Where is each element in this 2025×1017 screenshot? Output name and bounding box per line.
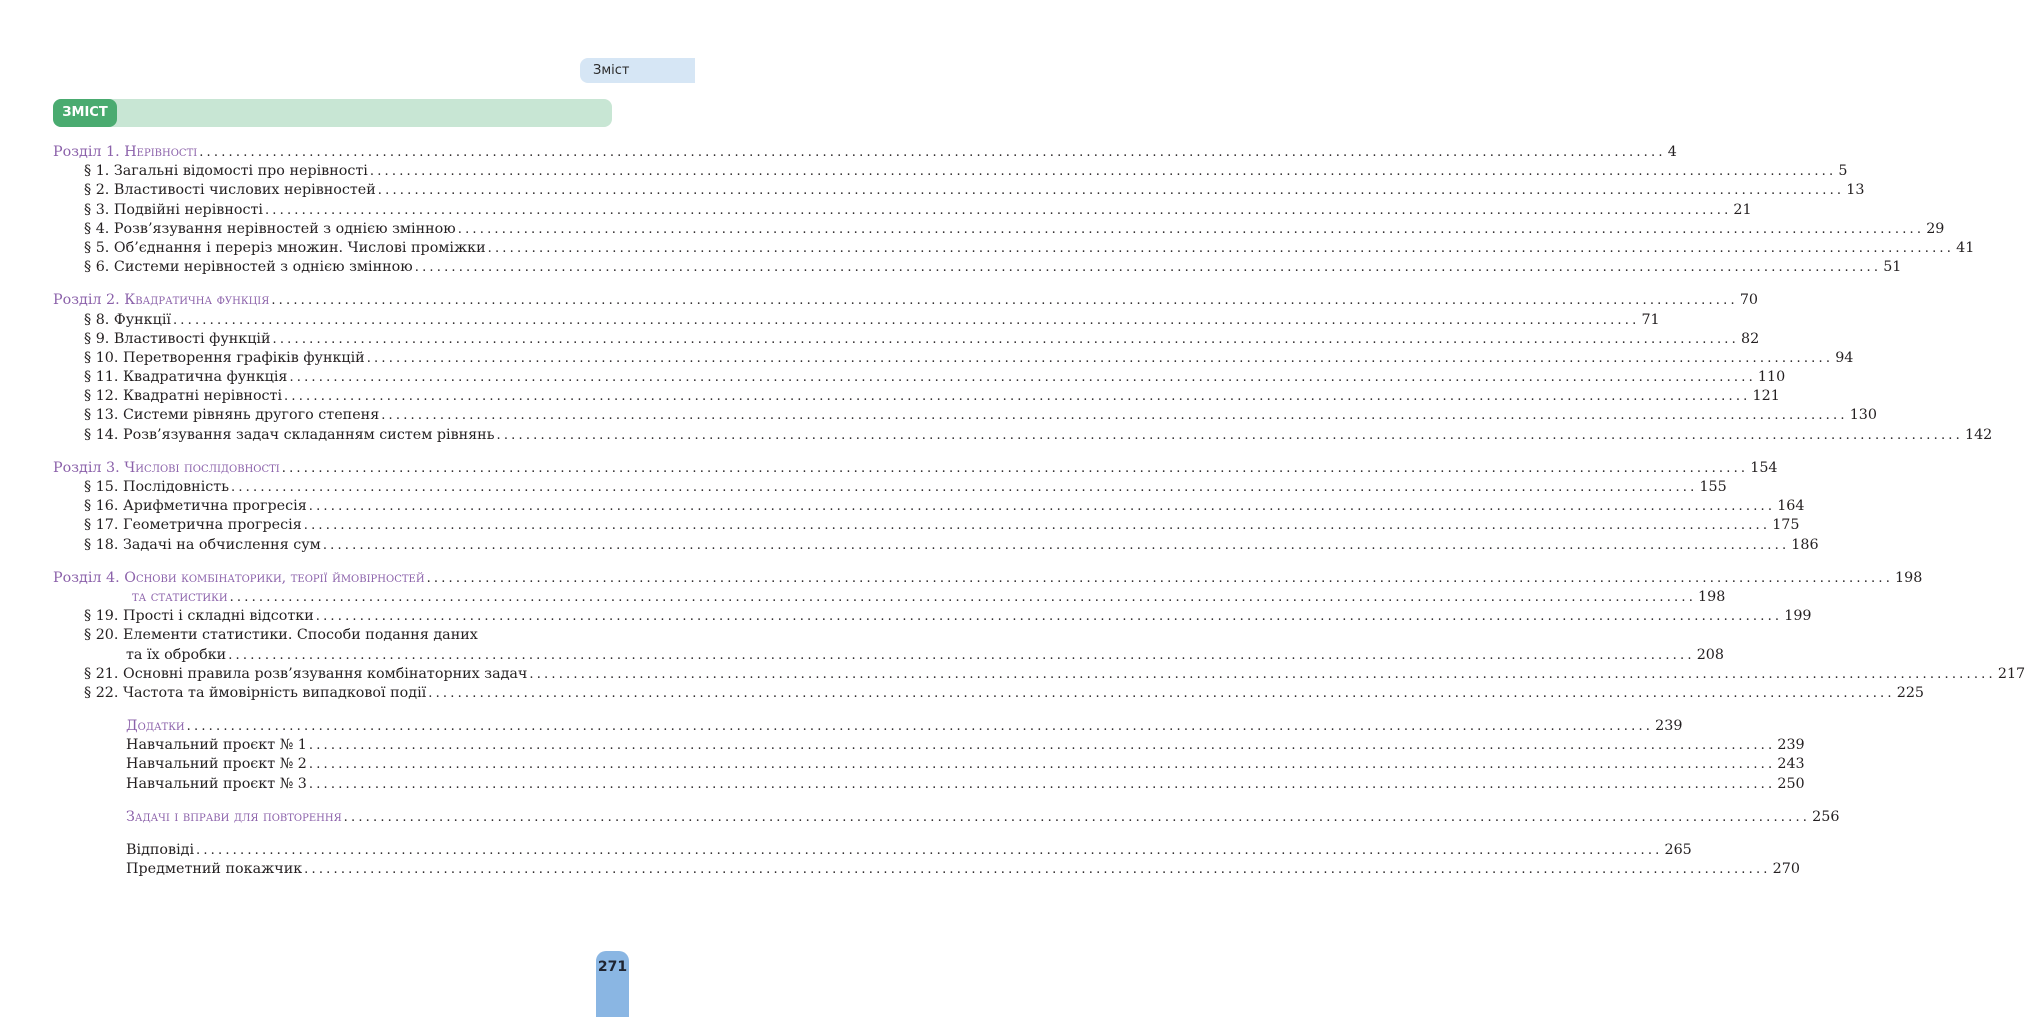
chapter-3-entry[interactable]: [53, 459, 1778, 478]
entry-label: § 18. Задачі на обчислення сум: [84, 536, 321, 553]
page-ref: 208: [1696, 646, 1724, 663]
toc-entry[interactable]: [53, 239, 1975, 258]
chapter-prefix: Розділ 1.: [53, 144, 125, 160]
leader-dots: ........................................................................................................................................................................................................: [303, 518, 1771, 534]
toc-entry[interactable]: [53, 162, 1848, 181]
leader-dots: ........................................................................................................................................................................................................: [308, 499, 1776, 515]
page-ref: 198: [1895, 569, 1923, 586]
entry-label: § 13. Системи рівнянь другого степеня: [84, 407, 380, 424]
toc-entry[interactable]: [53, 497, 1805, 516]
toc-entry[interactable]: [53, 536, 1819, 555]
chapter-title: Числові послідовності: [124, 459, 280, 476]
page-ref: 199: [1784, 608, 1812, 625]
chapter-prefix: Розділ 4.: [53, 569, 125, 586]
leader-dots: ........................................................................................................................................................................................................: [308, 776, 1776, 792]
page-ref: 256: [1812, 808, 1840, 825]
page-ref: 5: [1838, 163, 1848, 180]
page-ref: 51: [1883, 259, 1902, 276]
leader-dots: ........................................................................................................................................................................................................: [322, 537, 1790, 553]
entry-label: Відповіді: [126, 842, 195, 858]
toc-entry[interactable]: [53, 755, 1805, 774]
entry-label: § 6. Системи нерівностей з однією змінною: [84, 259, 413, 276]
entry-label: § 9. Властивості функцій: [84, 330, 271, 347]
page-ref: 270: [1772, 861, 1800, 878]
leader-dots: ........................................................................................................................................................................................................: [529, 666, 1996, 682]
toc-entry[interactable]: [53, 258, 1902, 277]
toc-entry[interactable]: [53, 349, 1854, 368]
leader-dots: ........................................................................................................................................................................................................: [428, 685, 1895, 701]
page-ref: 82: [1740, 330, 1760, 347]
section-tab: Зміст: [580, 58, 695, 83]
entry-label: § 8. Функції: [84, 311, 171, 328]
page-ref: 94: [1835, 349, 1854, 366]
page-ref: 186: [1791, 536, 1819, 553]
page-ref: 70: [1739, 292, 1759, 309]
page-ref: 250: [1777, 775, 1805, 792]
page-ref: 142: [1964, 426, 1993, 443]
page-ref: 154: [1750, 459, 1778, 476]
toc-entry[interactable]: [53, 368, 1786, 387]
entry-label: § 2. Властивості числових нерівностей: [84, 182, 376, 199]
entry-label: § 3. Подвійні нерівності: [84, 201, 263, 218]
entry-label: Предметний покажчик: [126, 861, 303, 878]
toc-item-20-line2[interactable]: [53, 646, 1724, 665]
toc-entry[interactable]: [53, 607, 1812, 626]
leader-dots: ........................................................................................................................................................................................................: [315, 609, 1783, 625]
toc-entry[interactable]: [53, 860, 1800, 879]
entry-label: Навчальний проєкт № 1: [126, 737, 307, 754]
entry-label: § 14. Розв’язування задач складанням систем рівнянь: [84, 426, 495, 443]
page-ref: 110: [1757, 369, 1786, 386]
leader-dots: ........................................................................................................................................................................................................: [264, 202, 1732, 218]
toc-entry[interactable]: [53, 330, 1760, 349]
toc-entry[interactable]: [53, 311, 1660, 330]
page-ref: 265: [1664, 842, 1692, 858]
toc-entry[interactable]: [53, 220, 1945, 239]
toc-item-20-line1[interactable]: § 20. Елементи статистики. Способи подання даних: [84, 627, 478, 644]
page-ref: 243: [1777, 756, 1805, 773]
leader-dots: ........................................................................................................................................................................................................: [381, 408, 1848, 424]
entry-label: § 5. Об’єднання і переріз множин. Числові проміжки: [84, 239, 486, 256]
leader-dots: ........................................................................................................................................................................................................: [229, 589, 1697, 605]
entry-label: § 1. Загальні відомості про нерівності: [84, 163, 368, 180]
leader-dots: ........................................................................................................................................................................................................: [186, 719, 1654, 735]
leader-dots: ........................................................................................................................................................................................................: [426, 570, 1894, 586]
page-ref: 164: [1777, 498, 1805, 515]
page-ref: 198: [1698, 588, 1726, 605]
page-ref: 239: [1777, 737, 1805, 754]
chapter-1-entry[interactable]: [53, 143, 1677, 162]
chapter-title-cont: та статистики: [132, 588, 228, 605]
page-ref: 21: [1733, 201, 1752, 218]
leader-dots: ........................................................................................................................................................................................................: [172, 312, 1640, 328]
leader-dots: ........................................................................................................................................................................................................: [304, 862, 1771, 878]
leader-dots: ........................................................................................................................................................................................................: [272, 331, 1739, 347]
leader-dots: ........................................................................................................................................................................................................: [308, 757, 1776, 773]
toc-entry[interactable]: [53, 684, 1925, 703]
leader-dots: ........................................................................................................................................................................................................: [343, 809, 1811, 825]
toc-entry[interactable]: [53, 775, 1805, 794]
appendix-entry[interactable]: [53, 717, 1683, 736]
entry-label: § 22. Частота та ймовірність випадкової події: [84, 684, 427, 701]
page-ref: 4: [1667, 144, 1677, 160]
toc-entry[interactable]: [53, 516, 1800, 535]
leader-dots: ........................................................................................................................................................................................................: [308, 738, 1776, 754]
chapter-prefix: Розділ 3.: [53, 459, 125, 476]
chapter-title: Основи комбінаторики, теорії ймовірностей: [124, 569, 425, 586]
chapter-4-entry[interactable]: [53, 569, 1923, 588]
page-ref: 225: [1896, 684, 1925, 701]
page-ref: 71: [1641, 311, 1660, 328]
chapter-title: Квадратична функція: [124, 292, 270, 309]
toc-entry[interactable]: [53, 387, 1780, 406]
leader-dots: ........................................................................................................................................................................................................: [496, 427, 1963, 443]
leader-dots: ........................................................................................................................................................................................................: [284, 389, 1751, 405]
entry-label: Навчальний проєкт № 2: [126, 756, 307, 773]
page-ref: 217: [1997, 665, 2025, 682]
leader-dots: ........................................................................................................................................................................................................: [487, 240, 1955, 256]
page-ref: 175: [1772, 517, 1800, 534]
entry-label: § 21. Основні правила розв’язування комбінаторних задач: [84, 665, 528, 682]
page-ref: 130: [1849, 407, 1877, 424]
entry-label: Навчальний проєкт № 3: [126, 775, 307, 792]
review-title: Задачі і вправи для повторення: [126, 808, 342, 825]
entry-label: § 12. Квадратні нерівності: [84, 388, 283, 405]
entry-label: § 11. Квадратична функція: [84, 369, 288, 386]
page-ref: 239: [1655, 718, 1683, 735]
review-entry[interactable]: [53, 808, 1840, 827]
page-ref: 29: [1926, 220, 1945, 237]
page-title: ЗМІСТ: [53, 99, 117, 127]
entry-label: § 19. Прості і складні відсотки: [84, 608, 314, 625]
toc-entry[interactable]: [53, 841, 1692, 860]
page-ref: 121: [1752, 388, 1780, 405]
entry-label: § 17. Геометрична прогресія: [84, 517, 302, 534]
chapter-4-entry-cont[interactable]: [53, 588, 1726, 607]
appendix-title: Додатки: [126, 718, 185, 735]
entry-label: § 10. Перетворення графіків функцій: [84, 349, 365, 366]
leader-dots: ........................................................................................................................................................................................................: [377, 183, 1845, 199]
leader-dots: ........................................................................................................................................................................................................: [414, 260, 1882, 276]
leader-dots: ........................................................................................................................................................................................................: [228, 647, 1695, 663]
toc-entry[interactable]: [53, 201, 1752, 220]
leader-dots: ........................................................................................................................................................................................................: [369, 164, 1837, 180]
header-bar: [53, 99, 612, 127]
toc-entry[interactable]: [53, 665, 2025, 684]
leader-dots: ........................................................................................................................................................................................................: [199, 145, 1666, 160]
leader-dots: ........................................................................................................................................................................................................: [281, 460, 1749, 476]
entry-label: § 15. Послідовність: [84, 479, 229, 495]
entry-label: § 4. Розв’язування нерівностей з однією змінною: [84, 220, 456, 237]
toc-entry[interactable]: [53, 478, 1727, 497]
leader-dots: ........................................................................................................................................................................................................: [289, 370, 1756, 386]
entry-label: § 16. Арифметична прогресія: [84, 498, 307, 515]
leader-dots: ........................................................................................................................................................................................................: [457, 221, 1925, 237]
toc-entry[interactable]: [53, 736, 1805, 755]
toc-entry[interactable]: [53, 426, 1993, 445]
page-ref: 13: [1846, 182, 1865, 199]
leader-dots: ........................................................................................................................................................................................................: [271, 293, 1738, 309]
leader-dots: ........................................................................................................................................................................................................: [366, 350, 1834, 366]
chapter-2-entry[interactable]: [53, 291, 1759, 310]
page-ref: 41: [1956, 239, 1975, 256]
table-of-contents: [53, 143, 2025, 879]
chapter-prefix: Розділ 2.: [53, 292, 125, 309]
toc-entry[interactable]: [53, 406, 1877, 425]
toc-entry[interactable]: [53, 181, 1865, 200]
leader-dots: ........................................................................................................................................................................................................: [196, 843, 1663, 858]
leader-dots: ........................................................................................................................................................................................................: [230, 480, 1698, 495]
page-number: 271: [596, 951, 629, 1017]
entry-label: та їх обробки: [126, 646, 227, 663]
page-ref: 155: [1699, 479, 1727, 495]
chapter-title: Нерівності: [124, 144, 198, 160]
